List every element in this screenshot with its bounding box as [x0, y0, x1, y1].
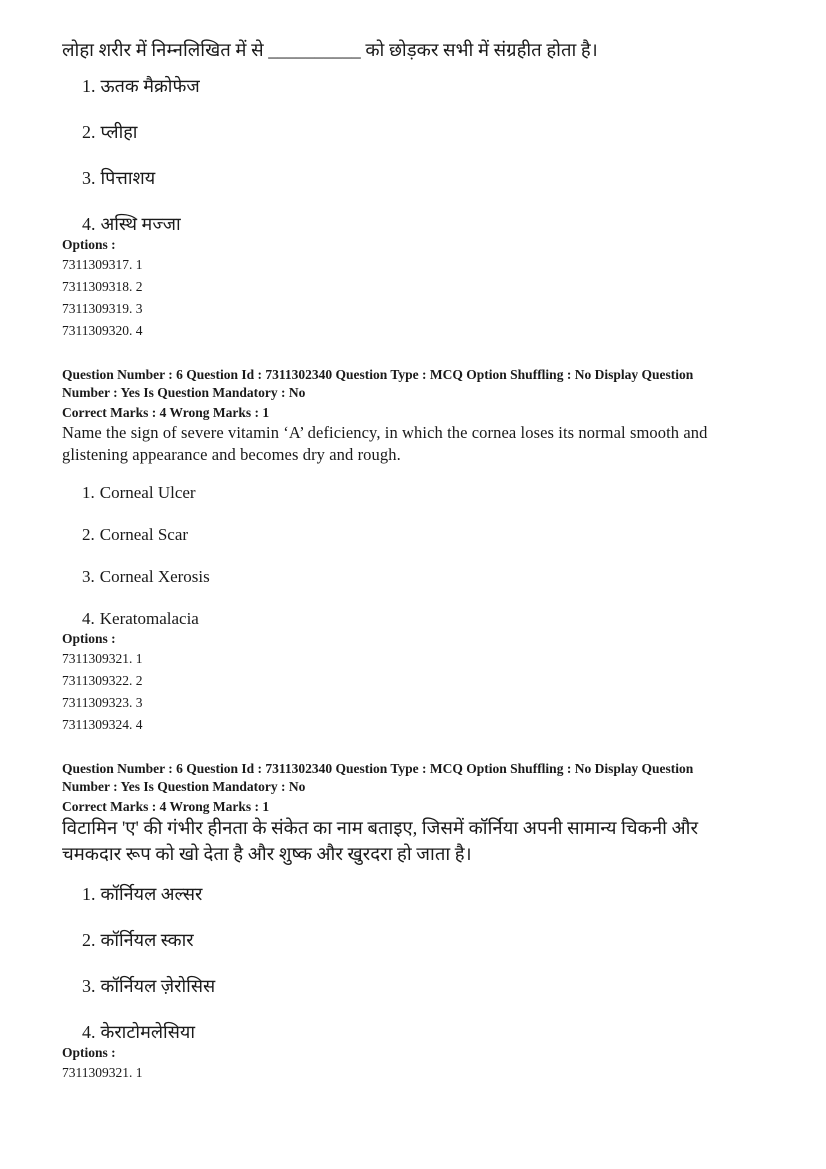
option-id: 7311309319. 3 [62, 301, 143, 316]
option-id: 7311309320. 4 [62, 323, 143, 338]
option-text: Corneal Scar [99, 525, 189, 544]
question-block-hindi-cornea [62, 760, 782, 1084]
option-number: 3. [82, 567, 95, 586]
question-text-line: चमकदार रूप को खो देता है और शुष्क और खुरदरा हो जाता है। [62, 845, 472, 865]
option-id: 7311309318. 2 [62, 279, 143, 294]
option-id: 7311309321. 1 [62, 651, 143, 666]
option-item [82, 882, 782, 906]
question-text-pre: लोहा शरीर में निम्नलिखित में से [62, 41, 269, 61]
question-meta-line: Question Number : 6 Question Id : 7311302340 Question Type : MCQ Option Shuffling : No Display Question [62, 367, 694, 382]
option-number: 4. [82, 1022, 96, 1042]
option-item [82, 566, 782, 588]
option-item [82, 74, 782, 98]
option-number: 1. [82, 483, 95, 502]
option-item [82, 1020, 782, 1044]
option-list [62, 482, 782, 630]
question-blank: __________ [268, 41, 361, 61]
option-id: 7311309323. 3 [62, 695, 143, 710]
option-number: 4. [82, 609, 95, 628]
option-text: कॉर्नियल अल्सर [100, 884, 203, 904]
option-item [82, 212, 782, 236]
option-number: 1. [82, 76, 96, 96]
option-item [82, 482, 782, 504]
option-number: 3. [82, 168, 96, 188]
option-text: प्लीहा [100, 122, 138, 142]
question-meta-line: Number : Yes Is Question Mandatory : No [62, 779, 306, 794]
option-text: ऊतक मैक्रोफेज [100, 76, 200, 96]
document-page [62, 36, 782, 1084]
question-text-line: Name the sign of severe vitamin ‘A’ deficiency, in which the cornea loses its normal smooth and [62, 423, 708, 442]
option-text: केराटोमलेसिया [100, 1022, 195, 1042]
option-item [82, 608, 782, 630]
question-meta-line: Question Number : 6 Question Id : 7311302340 Question Type : MCQ Option Shuffling : No Display Question [62, 761, 694, 776]
question-text-post: को छोड़कर सभी में संग्रहीत होता है। [360, 41, 598, 61]
option-number: 3. [82, 976, 96, 996]
option-list [62, 74, 782, 236]
option-list [62, 882, 782, 1044]
option-number: 2. [82, 122, 96, 142]
question-text-line: glistening appearance and becomes dry and rough. [62, 445, 401, 464]
option-text: कॉर्नियल ज़ेरोसिस [100, 976, 216, 996]
option-number: 2. [82, 525, 95, 544]
marks-line: Correct Marks : 4 Wrong Marks : 1 [62, 405, 270, 420]
question-block-hindi-iron [62, 38, 782, 342]
option-id: 7311309321. 1 [62, 1065, 143, 1080]
marks-line: Correct Marks : 4 Wrong Marks : 1 [62, 799, 270, 814]
option-text: Keratomalacia [99, 609, 199, 628]
option-text: कॉर्नियल स्कार [100, 930, 194, 950]
option-id: 7311309322. 2 [62, 673, 143, 688]
option-number: 1. [82, 884, 96, 904]
option-text: Corneal Ulcer [99, 483, 196, 502]
option-item [82, 928, 782, 952]
option-number: 2. [82, 930, 96, 950]
question-text [62, 38, 782, 64]
option-text: अस्थि मज्जा [100, 214, 181, 234]
options-label: Options : [62, 237, 116, 252]
question-meta-line: Number : Yes Is Question Mandatory : No [62, 385, 306, 400]
question-block-english-cornea [62, 366, 782, 736]
option-text: Corneal Xerosis [99, 567, 210, 586]
option-text: पित्ताशय [100, 168, 156, 188]
option-item [82, 974, 782, 998]
option-number: 4. [82, 214, 96, 234]
question-text-line: विटामिन 'ए' की गंभीर हीनता के संकेत का नाम बताइए, जिसमें कॉर्निया अपनी सामान्य चिकनी और [62, 819, 699, 839]
option-item [82, 166, 782, 190]
option-id: 7311309317. 1 [62, 257, 143, 272]
options-label: Options : [62, 1045, 116, 1060]
option-id: 7311309324. 4 [62, 717, 143, 732]
options-label: Options : [62, 631, 116, 646]
option-item [82, 120, 782, 144]
option-item [82, 524, 782, 546]
